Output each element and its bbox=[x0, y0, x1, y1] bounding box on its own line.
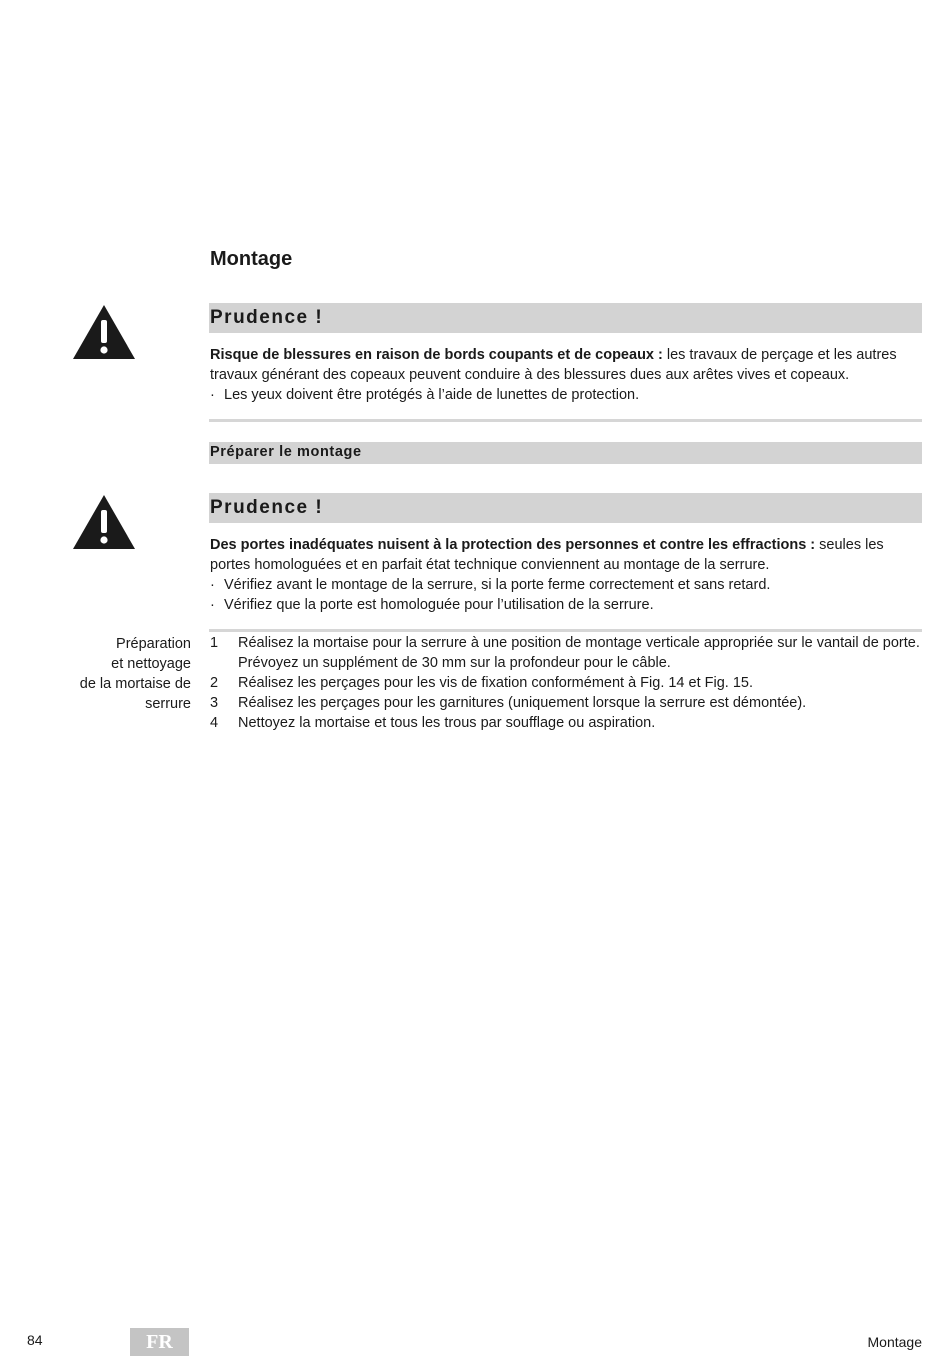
divider bbox=[209, 629, 922, 632]
page-number: 84 bbox=[27, 1332, 43, 1348]
language-badge: FR bbox=[130, 1328, 189, 1356]
step-item: 3 Réalisez les perçages pour les garnitures (uniquement lorsque la serrure est démontée). bbox=[210, 695, 807, 711]
list-item: · Vérifiez que la porte est homologuée pour l’utilisation de la serrure. bbox=[210, 597, 654, 613]
divider bbox=[209, 419, 922, 422]
warning-heading: Prudence ! bbox=[210, 307, 324, 328]
warning-body bbox=[210, 345, 922, 405]
list-item: · Vérifiez avant le montage de la serrure, si la porte ferme correctement et sans retard. bbox=[210, 577, 771, 593]
subsection-heading: Préparer le montage bbox=[210, 444, 362, 460]
warning-heading-bar bbox=[209, 303, 922, 333]
subsection-heading-bar bbox=[209, 442, 922, 464]
warning-text: seules les portes homologuées et en parfait état technique conviennent au montage de la serrure. bbox=[210, 537, 884, 573]
step-item: 4 Nettoyez la mortaise et tous les trous par soufflage ou aspiration. bbox=[210, 715, 656, 731]
warning-body bbox=[210, 535, 922, 615]
warning-triangle-icon bbox=[72, 304, 136, 360]
procedure-steps bbox=[210, 633, 922, 733]
list-item: · Les yeux doivent être protégés à l’aide de lunettes de protection. bbox=[210, 387, 640, 403]
warning-text: les travaux de perçage et les autres travaux générant des copeaux peuvent conduire à des blessures dues aux arêtes vives et copeaux. bbox=[210, 347, 897, 383]
warning-heading: Prudence ! bbox=[210, 497, 324, 518]
page-title: Montage bbox=[210, 248, 293, 270]
warning-paragraph bbox=[210, 535, 922, 575]
warning-heading-bar bbox=[209, 493, 922, 523]
warning-lead: Des portes inadéquates nuisent à la protection des personnes et contre les effractions : bbox=[210, 537, 816, 553]
footer-section-title: Montage bbox=[867, 1334, 922, 1350]
warning-paragraph bbox=[210, 345, 922, 385]
warning-triangle-icon bbox=[72, 494, 136, 550]
procedure-side-label: Préparation et nettoyage de la mortaise de serrure bbox=[79, 636, 191, 712]
step-item: 1 Réalisez la mortaise pour la serrure à une position de montage verticale appropriée sur le vantail de porte. Prévoyez un supplément de 30 mm sur la profondeur pour le câble. bbox=[210, 635, 920, 671]
step-item: 2 Réalisez les perçages pour les vis de fixation conformément à Fig. 14 et Fig. 15. bbox=[210, 675, 754, 691]
warning-lead: Risque de blessures en raison de bords coupants et de copeaux : bbox=[210, 347, 663, 363]
